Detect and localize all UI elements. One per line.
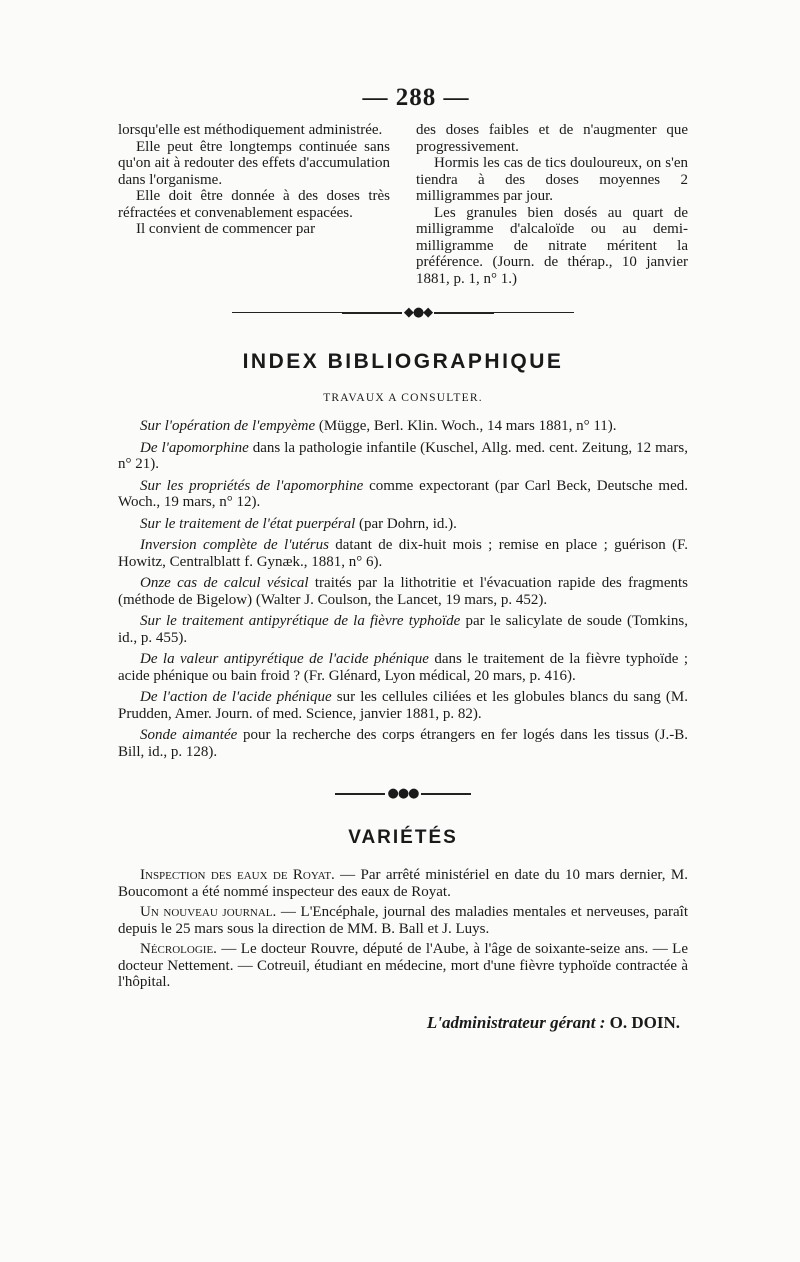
reference-details: sur les cellules ciliées et les globules blancs du sang (M. Prudden, Amer. Journ. of med. Science, janvier 1881, p. 82). <box>118 689 689 722</box>
paragraph: Il convient de commencer par <box>136 221 316 237</box>
index-title: INDEX BIBLIOGRAPHIQUE <box>242 350 564 373</box>
reference-item <box>118 418 688 435</box>
reference-item <box>118 440 688 473</box>
reference-details: dans le traitement de la fièvre typhoïde ; acide phénique ou bain froid ? (Fr. Glénard, Lyon médical, 20 mars, p. 416). <box>118 651 688 684</box>
paragraph: Les granules bien dosés au quart de milligramme d'alcaloïde ou au demi-milligramme de nitrate méritent la préférence. (Journ. de thérap., 10 janvier 1881, p. 1, n° 1.) <box>416 204 688 287</box>
right-column <box>416 122 688 287</box>
reference-list <box>118 418 688 760</box>
two-column-text <box>118 122 688 287</box>
reference-title: Sonde aimantée <box>140 727 238 743</box>
paragraph: Elle peut être longtemps continuée sans qu'on ait à redouter des effets d'accumulation dans l'organisme. <box>118 138 390 188</box>
news-label: Un nouveau journal. <box>140 904 277 920</box>
page-number: — 288 — <box>362 84 470 111</box>
reference-details: par le salicylate de soude (Tomkins, id., p. 455). <box>118 613 688 646</box>
reference-details: (Mügge, Berl. Klin. Woch., 14 mars 1881, n° 11). <box>315 418 617 434</box>
news-label: Inspection des eaux de Royat. <box>140 867 335 883</box>
signature <box>118 1013 688 1033</box>
signature-name: O. DOIN. <box>609 1012 680 1032</box>
document-page <box>118 84 688 1033</box>
reference-details: (par Dohrn, id.). <box>355 515 457 532</box>
news-list <box>118 867 688 991</box>
news-text: — Par arrêté ministériel en date du 10 mars dernier, M. Boucomont a été nommé inspecteur des eaux de Royat. <box>118 867 688 900</box>
reference-title: De l'apomorphine <box>140 439 249 456</box>
reference-item <box>118 575 688 608</box>
paragraph: Elle doit être donnée à des doses très réfractées et convenablement espacées. <box>118 188 390 221</box>
varietes-title: VARIÉTÉS <box>348 827 458 848</box>
reference-title: Sur le traitement antipyrétique de la fièvre typhoïde <box>140 613 461 629</box>
reference-details: comme expectorant (par Carl Beck, Deutsche med. Woch., 19 mars, n° 12). <box>118 477 688 510</box>
paragraph: Hormis les cas de tics douloureux, on s'en tiendra à des doses moyennes 2 milligrammes par jour. <box>416 155 688 204</box>
news-text: — Le docteur Rouvre, député de l'Aube, à l'âge de soixante-seize ans. — Le docteur Nettement. — Cotreuil, étudiant en médecine, mort d'une fièvre typhoïde contractée à l'hôpital. <box>118 941 688 990</box>
reference-item <box>118 651 688 684</box>
ornamental-divider <box>118 305 688 320</box>
flourish-icon: ●●● <box>387 786 419 801</box>
left-column <box>118 122 390 287</box>
news-text: — L'Encéphale, journal des maladies mentales et nerveuses, paraît depuis le 25 mars sous la direction de MM. B. Ball et J. Luys. <box>118 904 688 937</box>
reference-item <box>118 613 688 646</box>
reference-details: traités par la lithotritie et l'évacuation rapide des fragments (méthode de Bigelow) (Walter J. Coulson, the Lancet, 19 mars, p. 452). <box>118 575 688 608</box>
reference-item <box>118 537 688 570</box>
reference-details: pour la recherche des corps étrangers en fer logés dans les tissus (J.-B. Bill, id., p. 128). <box>118 727 689 760</box>
news-item <box>118 867 688 900</box>
reference-title: De l'action de l'acide phénique <box>140 689 332 705</box>
ornamental-divider <box>118 786 688 801</box>
reference-title: Onze cas de calcul vésical <box>140 575 309 591</box>
news-item <box>118 904 688 937</box>
reference-details: dans la pathologie infantile (Kuschel, Allg. med. cent. Zeitung, 12 mars, n° 21). <box>118 439 688 472</box>
reference-title: Inversion complète de l'utérus <box>140 537 329 553</box>
reference-item <box>118 478 688 511</box>
news-label: Nécrologie. <box>140 941 217 957</box>
reference-item <box>118 689 688 722</box>
paragraph: des doses faibles et de n'augmenter que progressivement. <box>416 122 688 155</box>
reference-title: Sur l'opération de l'empyème <box>140 418 316 434</box>
signature-role: L'administrateur gérant : <box>426 1012 606 1032</box>
reference-item <box>118 727 688 760</box>
reference-title: Sur le traitement de l'état puerpéral <box>140 515 356 532</box>
reference-item <box>118 516 688 533</box>
reference-title: Sur les propriétés de l'apomorphine <box>140 477 364 494</box>
flourish-icon: ◆●◆ <box>403 305 433 320</box>
reference-title: De la valeur antipyrétique de l'acide phénique <box>140 651 429 667</box>
news-item <box>118 941 688 991</box>
paragraph: lorsqu'elle est méthodiquement administrée. <box>118 122 383 138</box>
reference-details: datant de dix-huit mois ; remise en place ; guérison (F. Howitz, Centralblatt f. Gynæk., 1881, n° 6). <box>118 537 688 570</box>
index-subtitle: TRAVAUX A CONSULTER. <box>323 392 483 404</box>
